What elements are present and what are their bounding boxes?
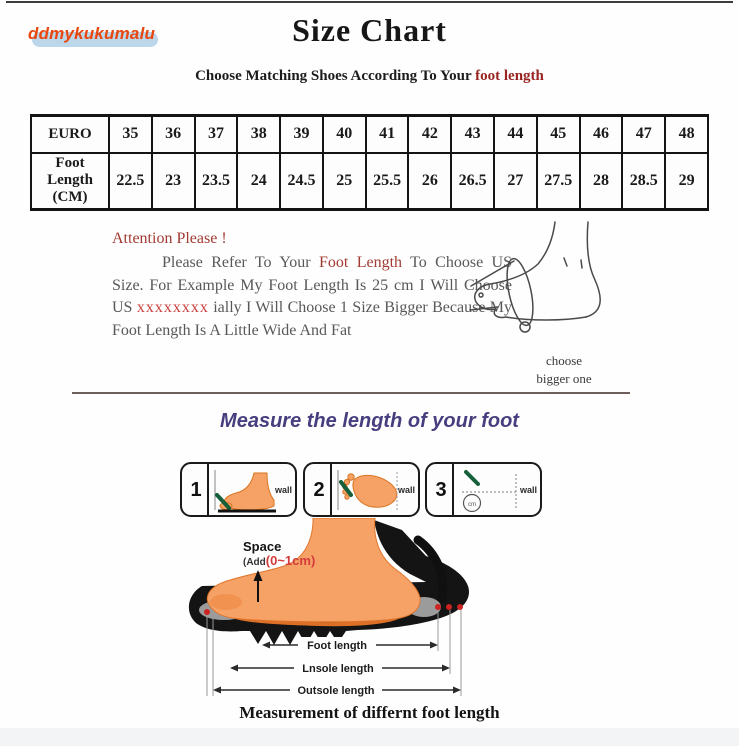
foot-length-cell: 25.5	[366, 153, 409, 210]
wall-label: wall	[397, 485, 415, 495]
foot-sketch-instep-line	[475, 222, 555, 310]
measure-step-panel-1	[180, 462, 297, 517]
subtitle-text: Choose Matching Shoes According To Your	[195, 68, 472, 84]
choose-note-line1: choose	[545, 353, 583, 368]
attention-text: Please Refer To Your	[162, 254, 311, 271]
attention-crossed-text: xxxxxxxx	[136, 299, 209, 317]
foot-with-tape-sketch	[468, 220, 636, 350]
measure-section-heading: Measure the length of your foot	[220, 410, 519, 432]
euro-size-cell: 45	[537, 116, 580, 153]
top-border-line	[6, 1, 733, 3]
euro-size-cell: 39	[280, 116, 323, 153]
brand-logo-text: ddmykukumalu	[28, 24, 156, 43]
side-foot-measure-icon	[209, 466, 279, 515]
foot-length-cell: 23	[152, 153, 195, 210]
choose-bigger-note	[506, 352, 622, 387]
euro-row-header: EURO	[31, 116, 109, 153]
attention-heading: Attention Please !	[112, 230, 227, 247]
foot-length-cell: 27	[494, 153, 537, 210]
page-title: Size Chart	[292, 12, 447, 48]
attention-paragraph	[112, 252, 512, 343]
attention-text: To Choose US Size. For Example My Foot Length Is 25 cm I Will Choose US	[112, 254, 513, 317]
step-number: 1	[190, 479, 202, 501]
attention-note	[112, 230, 512, 343]
space-annotation	[243, 540, 315, 568]
euro-size-cell: 37	[195, 116, 238, 153]
ankle-mark-icon	[581, 260, 582, 268]
foot-length-cell: 29	[665, 153, 708, 210]
space-annotation-title: Space	[243, 539, 282, 554]
foot-length-cell: 24.5	[280, 153, 323, 210]
foot-length-cell: 26.5	[451, 153, 494, 210]
distance-measure-icon	[454, 466, 524, 515]
toe-detail-icon	[479, 293, 483, 297]
measure-step-panel-2	[303, 462, 420, 517]
space-annotation-add: (Add	[243, 556, 266, 568]
euro-size-cell: 38	[237, 116, 280, 153]
foot-sketch-heel-line	[586, 222, 600, 317]
euro-size-cell: 44	[494, 116, 537, 153]
euro-size-cell: 42	[408, 116, 451, 153]
attention-foot-length-highlight: Foot Length	[319, 254, 403, 271]
measuring-tape-end	[520, 322, 530, 332]
foot-length-cell: 24	[237, 153, 280, 210]
euro-size-cell: 43	[451, 116, 494, 153]
cm-circle-label: cm	[468, 502, 476, 508]
foot-length-cell: 22.5	[109, 153, 152, 210]
euro-size-cell: 41	[366, 116, 409, 153]
euro-size-cell: 40	[323, 116, 366, 153]
measure-step-panel-3	[425, 462, 542, 517]
outsole-length-arrow-label: Outsole length	[297, 685, 375, 697]
page-subtitle	[0, 68, 739, 85]
step-number: 3	[435, 479, 447, 501]
euro-size-cell: 47	[622, 116, 665, 153]
table-row-foot-length	[31, 153, 708, 210]
bottom-strip	[0, 728, 739, 746]
table-row-euro	[31, 116, 708, 153]
foot-in-sandal-illustration	[180, 518, 485, 702]
foot-length-cell: 23.5	[195, 153, 238, 210]
insole-length-arrow-label: Lnsole length	[302, 663, 374, 675]
size-table	[30, 114, 709, 211]
foot-sketch-sole-line	[494, 309, 586, 320]
foot-length-row-header: Foot Length (CM)	[31, 153, 109, 210]
space-annotation-range: (0~1cm)	[265, 552, 316, 568]
euro-size-cell: 48	[665, 116, 708, 153]
foot-toe-shading	[210, 594, 242, 610]
foot-length-arrow-label: Foot length	[307, 640, 367, 652]
foot-length-cell: 28.5	[622, 153, 665, 210]
choose-note-line2: bigger one	[536, 370, 592, 386]
foot-length-cell: 28	[580, 153, 623, 210]
top-foot-measure-icon	[332, 466, 402, 515]
foot-length-cell: 25	[323, 153, 366, 210]
wall-label: wall	[274, 485, 292, 495]
ankle-mark-icon	[564, 258, 567, 266]
euro-size-cell: 36	[152, 116, 195, 153]
section-divider-line	[72, 392, 630, 394]
wall-label: wall	[519, 485, 537, 495]
step-number: 2	[313, 479, 325, 501]
euro-size-cell: 46	[580, 116, 623, 153]
attention-text: ially I Will Choose 1 Size Bigger Because My Foot Length Is A Little Wide And Fat	[112, 299, 513, 340]
euro-size-cell: 35	[109, 116, 152, 153]
foot-length-cell: 27.5	[537, 153, 580, 210]
foot-length-cell: 26	[408, 153, 451, 210]
subtitle-highlight: foot length	[475, 68, 544, 84]
bottom-caption: Measurement of differnt foot length	[239, 703, 500, 722]
